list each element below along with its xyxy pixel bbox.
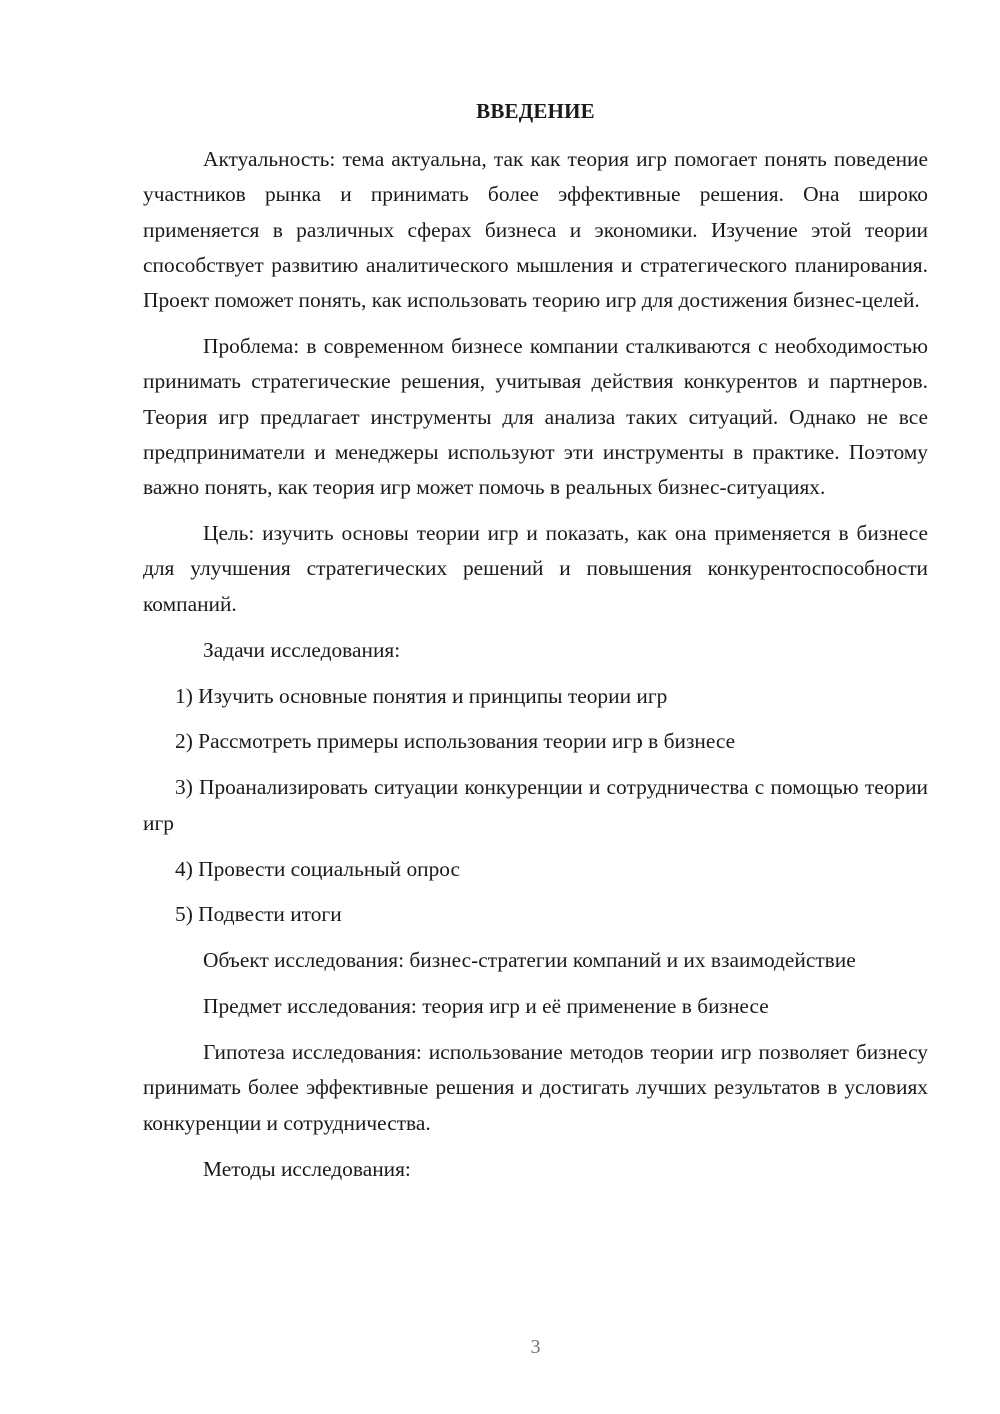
paragraph-object: Объект исследования: бизнес-стратегии компаний и их взаимодействие xyxy=(203,948,856,973)
paragraph-tasks-heading: Задачи исследования: xyxy=(203,637,401,662)
list-item: 2) Рассмотреть примеры использования теории игр в бизнесе xyxy=(175,729,736,754)
list-item: 1) Изучить основные понятия и принципы теории игр xyxy=(175,683,668,708)
list-item: 5) Подвести итоги xyxy=(175,902,342,927)
paragraph-problem: Проблема: в современном бизнесе компании сталкиваются с необходимостью принимать стратегические решения, учитывая действия конкурентов и партнеров. Теория игр предлагает инструменты для анализа таких ситуаций. Однако не все предприниматели и менеджеры используют эти инструменты в практике. Поэтому важно понять, как теория игр может помочь в реальных бизнес-ситуациях. xyxy=(143,334,928,500)
paragraph-relevance: Актуальность: тема актуальна, так как теория игр помогает понять поведение участников рынка и принимать более эффективные решения. Она широко применяется в различных сферах бизнеса и экономики. Изучение этой теории способствует развитию аналитического мышления и стратегического планирования. Проект поможет понять, как использовать теорию игр для достижения бизнес-целей. xyxy=(143,147,928,313)
document-body xyxy=(143,142,928,1197)
task-list xyxy=(143,679,928,933)
paragraph-goal: Цель: изучить основы теории игр и показать, как она применяется в бизнесе для улучшения стратегических решений и повышения конкурентоспособности компаний. xyxy=(143,521,928,616)
page-title: ВВЕДЕНИЕ xyxy=(476,99,595,123)
document-page xyxy=(143,0,928,1414)
page-number: 3 xyxy=(530,1336,541,1358)
paragraph-subject: Предмет исследования: теория игр и её применение в бизнесе xyxy=(203,994,769,1019)
paragraph-hypothesis: Гипотеза исследования: использование методов теории игр позволяет бизнесу принимать более эффективные решения и достигать лучших результатов в условиях конкуренции и сотрудничества. xyxy=(143,1040,928,1135)
paragraph-methods-heading: Методы исследования: xyxy=(203,1156,411,1181)
list-item: 4) Провести социальный опрос xyxy=(175,856,461,881)
list-item: 3) Проанализировать ситуации конкуренции и сотрудничества с помощью теории игр xyxy=(143,775,928,835)
